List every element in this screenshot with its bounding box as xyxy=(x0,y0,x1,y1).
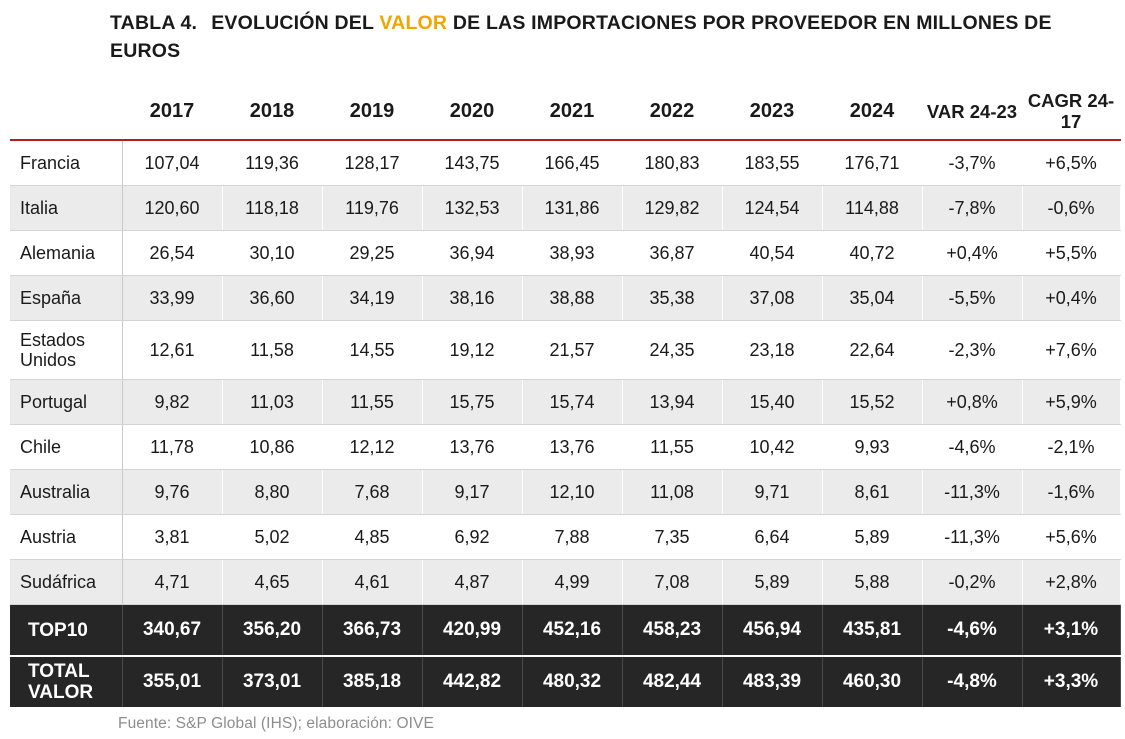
table-row xyxy=(10,231,1120,276)
cell: 119,36 xyxy=(222,140,322,186)
cell: 11,55 xyxy=(622,425,722,470)
table-row-top10 xyxy=(10,605,1120,657)
cell: 9,76 xyxy=(122,470,222,515)
cell: 36,60 xyxy=(222,276,322,321)
table-row xyxy=(10,321,1120,380)
cell: 10,42 xyxy=(722,425,822,470)
page-title xyxy=(0,0,1125,65)
title-part-two: DE LAS IMPORTACIONES POR PROVEEDOR EN MILLONES DE EUROS xyxy=(110,12,1052,62)
row-label-sudafrica: Sudáfrica xyxy=(10,560,122,605)
cell: 22,64 xyxy=(822,321,922,380)
cell: 420,99 xyxy=(422,605,522,657)
cell: 483,39 xyxy=(722,656,822,707)
cell: 340,67 xyxy=(122,605,222,657)
cell: 21,57 xyxy=(522,321,622,380)
cell: 119,76 xyxy=(322,186,422,231)
cell: +5,5% xyxy=(1022,231,1120,276)
cell: +6,5% xyxy=(1022,140,1120,186)
cell: 26,54 xyxy=(122,231,222,276)
cell: 8,61 xyxy=(822,470,922,515)
table-header xyxy=(10,83,1120,140)
cell: 132,53 xyxy=(422,186,522,231)
header-col-2022: 2022 xyxy=(622,83,722,140)
cell: 460,30 xyxy=(822,656,922,707)
cell: +3,1% xyxy=(1022,605,1120,657)
table-row xyxy=(10,425,1120,470)
cell: 15,75 xyxy=(422,380,522,425)
row-label-espana: España xyxy=(10,276,122,321)
cell: +0,4% xyxy=(1022,276,1120,321)
cell: +5,9% xyxy=(1022,380,1120,425)
cell: 29,25 xyxy=(322,231,422,276)
cell: 6,64 xyxy=(722,515,822,560)
cell: 12,10 xyxy=(522,470,622,515)
cell: 107,04 xyxy=(122,140,222,186)
cell: 12,12 xyxy=(322,425,422,470)
cell: 38,16 xyxy=(422,276,522,321)
cell: -7,8% xyxy=(922,186,1022,231)
cell: 9,82 xyxy=(122,380,222,425)
cell: 13,94 xyxy=(622,380,722,425)
cell: 4,99 xyxy=(522,560,622,605)
table-row xyxy=(10,380,1120,425)
cell: 19,12 xyxy=(422,321,522,380)
cell: 9,71 xyxy=(722,470,822,515)
table-row xyxy=(10,186,1120,231)
cell: 456,94 xyxy=(722,605,822,657)
table-row xyxy=(10,140,1120,186)
cell: 30,10 xyxy=(222,231,322,276)
cell: 118,18 xyxy=(222,186,322,231)
cell: 9,93 xyxy=(822,425,922,470)
cell: 129,82 xyxy=(622,186,722,231)
cell: 38,88 xyxy=(522,276,622,321)
cell: 7,08 xyxy=(622,560,722,605)
cell: 40,72 xyxy=(822,231,922,276)
cell: 34,19 xyxy=(322,276,422,321)
cell: 385,18 xyxy=(322,656,422,707)
row-label-chile: Chile xyxy=(10,425,122,470)
cell: 36,87 xyxy=(622,231,722,276)
title-highlight-valor: VALOR xyxy=(379,12,448,34)
cell: 11,58 xyxy=(222,321,322,380)
cell: 355,01 xyxy=(122,656,222,707)
cell: 9,17 xyxy=(422,470,522,515)
cell: -3,7% xyxy=(922,140,1022,186)
cell: 480,32 xyxy=(522,656,622,707)
cell: +5,6% xyxy=(1022,515,1120,560)
cell: -4,8% xyxy=(922,656,1022,707)
cell: 11,08 xyxy=(622,470,722,515)
table-row xyxy=(10,515,1120,560)
cell: 8,80 xyxy=(222,470,322,515)
title-table-number: TABLA 4. xyxy=(110,12,198,34)
cell: -4,6% xyxy=(922,605,1022,657)
header-col-2018: 2018 xyxy=(222,83,322,140)
cell: 13,76 xyxy=(522,425,622,470)
header-col-2023: 2023 xyxy=(722,83,822,140)
cell: 5,88 xyxy=(822,560,922,605)
cell: 6,92 xyxy=(422,515,522,560)
header-col-2019: 2019 xyxy=(322,83,422,140)
cell: 40,54 xyxy=(722,231,822,276)
table-row xyxy=(10,276,1120,321)
cell: 7,35 xyxy=(622,515,722,560)
header-row xyxy=(10,83,1120,140)
header-col-var-24-23: VAR 24-23 xyxy=(922,83,1022,140)
cell: 120,60 xyxy=(122,186,222,231)
cell: 373,01 xyxy=(222,656,322,707)
source-note: Fuente: S&P Global (IHS); elaboración: OIVE xyxy=(118,715,434,733)
cell: 143,75 xyxy=(422,140,522,186)
cell: 435,81 xyxy=(822,605,922,657)
header-col-2024: 2024 xyxy=(822,83,922,140)
cell: 36,94 xyxy=(422,231,522,276)
cell: 14,55 xyxy=(322,321,422,380)
table-row-total-valor xyxy=(10,656,1120,707)
cell: 7,68 xyxy=(322,470,422,515)
row-label-total-valor: TOTAL VALOR xyxy=(10,656,122,707)
cell: -0,2% xyxy=(922,560,1022,605)
cell: 4,65 xyxy=(222,560,322,605)
cell: 13,76 xyxy=(422,425,522,470)
cell: 166,45 xyxy=(522,140,622,186)
cell: +7,6% xyxy=(1022,321,1120,380)
cell: 482,44 xyxy=(622,656,722,707)
cell: 128,17 xyxy=(322,140,422,186)
row-label-austria: Austria xyxy=(10,515,122,560)
cell: 35,38 xyxy=(622,276,722,321)
table-row xyxy=(10,560,1120,605)
cell: -0,6% xyxy=(1022,186,1120,231)
cell: 452,16 xyxy=(522,605,622,657)
cell: 37,08 xyxy=(722,276,822,321)
cell: +3,3% xyxy=(1022,656,1120,707)
cell: 180,83 xyxy=(622,140,722,186)
cell: 366,73 xyxy=(322,605,422,657)
row-label-top10: TOP10 xyxy=(10,605,122,657)
cell: 356,20 xyxy=(222,605,322,657)
cell: 3,81 xyxy=(122,515,222,560)
cell: 5,02 xyxy=(222,515,322,560)
row-label-italia: Italia xyxy=(10,186,122,231)
cell: 5,89 xyxy=(822,515,922,560)
cell: 38,93 xyxy=(522,231,622,276)
header-col-cagr-24-17: CAGR 24-17 xyxy=(1022,83,1120,140)
cell: -11,3% xyxy=(922,470,1022,515)
cell: 176,71 xyxy=(822,140,922,186)
header-col-2020: 2020 xyxy=(422,83,522,140)
row-label-australia: Australia xyxy=(10,470,122,515)
cell: 4,85 xyxy=(322,515,422,560)
cell: 4,61 xyxy=(322,560,422,605)
cell: -4,6% xyxy=(922,425,1022,470)
cell: 15,40 xyxy=(722,380,822,425)
cell: 33,99 xyxy=(122,276,222,321)
cell: -5,5% xyxy=(922,276,1022,321)
header-corner xyxy=(10,83,122,140)
cell: -2,3% xyxy=(922,321,1022,380)
cell: 5,89 xyxy=(722,560,822,605)
cell: 458,23 xyxy=(622,605,722,657)
cell: 10,86 xyxy=(222,425,322,470)
row-label-portugal: Portugal xyxy=(10,380,122,425)
cell: -11,3% xyxy=(922,515,1022,560)
cell: 11,78 xyxy=(122,425,222,470)
cell: 4,87 xyxy=(422,560,522,605)
cell: 12,61 xyxy=(122,321,222,380)
cell: 131,86 xyxy=(522,186,622,231)
cell: -1,6% xyxy=(1022,470,1120,515)
table-body xyxy=(10,140,1120,707)
cell: 15,52 xyxy=(822,380,922,425)
cell: 4,71 xyxy=(122,560,222,605)
header-col-2017: 2017 xyxy=(122,83,222,140)
cell: 114,88 xyxy=(822,186,922,231)
row-label-estados-unidos: Estados Unidos xyxy=(10,321,122,380)
cell: +0,8% xyxy=(922,380,1022,425)
cell: +0,4% xyxy=(922,231,1022,276)
imports-by-supplier-table xyxy=(10,83,1121,707)
title-part-one: EVOLUCIÓN DEL xyxy=(211,12,380,34)
row-label-francia: Francia xyxy=(10,140,122,186)
cell: 124,54 xyxy=(722,186,822,231)
cell: 11,55 xyxy=(322,380,422,425)
cell: +2,8% xyxy=(1022,560,1120,605)
cell: 23,18 xyxy=(722,321,822,380)
cell: 15,74 xyxy=(522,380,622,425)
cell: 24,35 xyxy=(622,321,722,380)
header-col-2021: 2021 xyxy=(522,83,622,140)
cell: 35,04 xyxy=(822,276,922,321)
cell: 442,82 xyxy=(422,656,522,707)
table-row xyxy=(10,470,1120,515)
cell: 11,03 xyxy=(222,380,322,425)
cell: 7,88 xyxy=(522,515,622,560)
cell: -2,1% xyxy=(1022,425,1120,470)
cell: 183,55 xyxy=(722,140,822,186)
row-label-alemania: Alemania xyxy=(10,231,122,276)
